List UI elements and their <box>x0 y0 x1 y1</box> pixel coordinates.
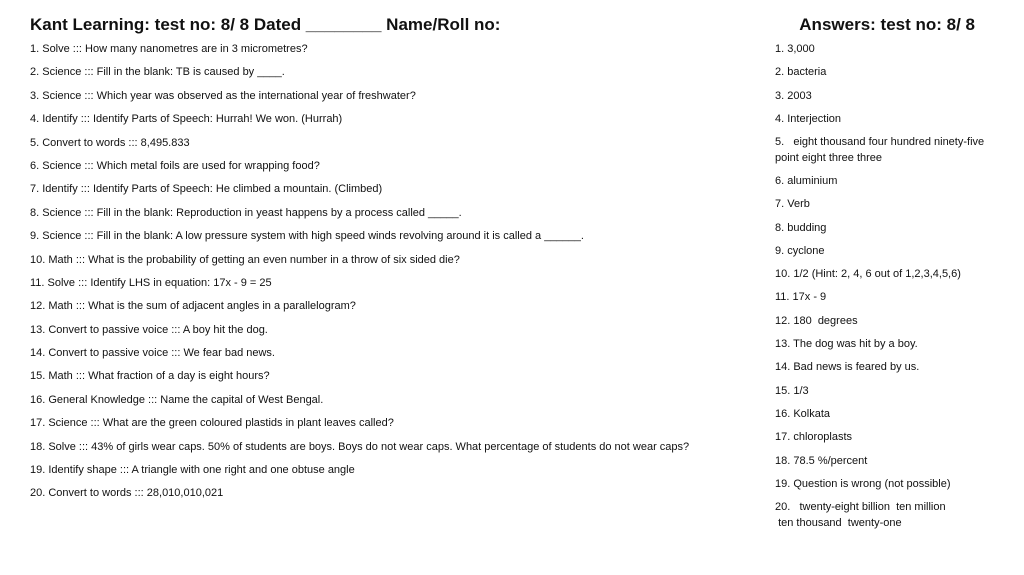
question-item: 19. Identify shape ::: A triangle with one right and one obtuse angle <box>30 464 355 477</box>
answer-item: 3. 2003 <box>775 89 812 102</box>
question-item: 3. Science ::: Which year was observed as the international year of freshwater? <box>30 89 416 102</box>
answer-item: 20. twenty-eight billion ten million ten thousand twenty-one <box>775 501 946 529</box>
question-item: 10. Math ::: What is the probability of getting an even number in a throw of six sided die? <box>30 253 460 266</box>
answer-item: 7. Verb <box>775 198 810 211</box>
question-item: 4. Identify ::: Identify Parts of Speech: Hurrah! We won. (Hurrah) <box>30 113 343 126</box>
question-item: 15. Math ::: What fraction of a day is eight hours? <box>30 370 270 383</box>
question-item: 16. General Knowledge ::: Name the capital of West Bengal. <box>30 393 324 406</box>
answer-item: 19. Question is wrong (not possible) <box>775 477 951 490</box>
answer-item: 18. 78.5 %/percent <box>775 454 868 467</box>
answer-item: 16. Kolkata <box>775 407 831 420</box>
answer-item: 6. aluminium <box>775 174 838 187</box>
question-item: 14. Convert to passive voice ::: We fear bad news. <box>30 347 275 360</box>
answer-item: 10. 1/2 (Hint: 2, 4, 6 out of 1,2,3,4,5,6) <box>775 268 961 281</box>
answer-item: 8. budding <box>775 221 827 234</box>
answer-item: 2. bacteria <box>775 66 827 79</box>
question-item: 12. Math ::: What is the sum of adjacent angles in a parallelogram? <box>30 300 356 313</box>
answer-item: 14. Bad news is feared by us. <box>775 361 920 374</box>
question-item: 1. Solve ::: How many nanometres are in 3 micrometres? <box>30 43 308 55</box>
answer-item: 4. Interjection <box>775 112 842 125</box>
question-item: 7. Identify ::: Identify Parts of Speech: He climbed a mountain. (Climbed) <box>30 183 383 196</box>
question-item: 2. Science ::: Fill in the blank: TB is caused by ____. <box>30 66 285 79</box>
test-title: Kant Learning: test no: 8/ 8 Dated ________ Name/Roll no: <box>30 15 501 34</box>
question-item: 5. Convert to words ::: 8,495.833 <box>30 136 190 149</box>
question-item: 18. Solve ::: 43% of girls wear caps. 50% of students are boys. Boys do not wear caps. What percentage of students do not wear caps? <box>30 440 690 453</box>
answers-title: Answers: test no: 8/ 8 <box>799 15 975 34</box>
question-item: 9. Science ::: Fill in the blank: A low pressure system with high speed winds revolving around it is called a ______. <box>30 230 584 243</box>
answer-item: 17. chloroplasts <box>775 431 853 444</box>
answer-item: 12. 180 degrees <box>775 314 858 327</box>
question-item: 13. Convert to passive voice ::: A boy hit the dog. <box>30 323 268 336</box>
answer-item: 15. 1/3 <box>775 384 809 397</box>
question-item: 11. Solve ::: Identify LHS in equation: 17x - 9 = 25 <box>30 276 272 289</box>
question-item: 17. Science ::: What are the green coloured plastids in plant leaves called? <box>30 417 394 430</box>
answer-item: 9. cyclone <box>775 244 825 257</box>
answer-item: 11. 17x - 9 <box>775 291 827 304</box>
answer-list <box>775 42 991 539</box>
answer-item: 1. 3,000 <box>775 43 815 55</box>
answer-item: 5. eight thousand four hundred ninety-five point eight three three <box>775 136 991 164</box>
question-item: 20. Convert to words ::: 28,010,010,021 <box>30 487 224 500</box>
answer-item: 13. The dog was hit by a boy. <box>775 338 918 351</box>
question-item: 8. Science ::: Fill in the blank: Reproduction in yeast happens by a process called _____. <box>30 206 462 219</box>
question-item: 6. Science ::: Which metal foils are used for wrapping food? <box>30 159 320 172</box>
question-list <box>30 42 760 510</box>
